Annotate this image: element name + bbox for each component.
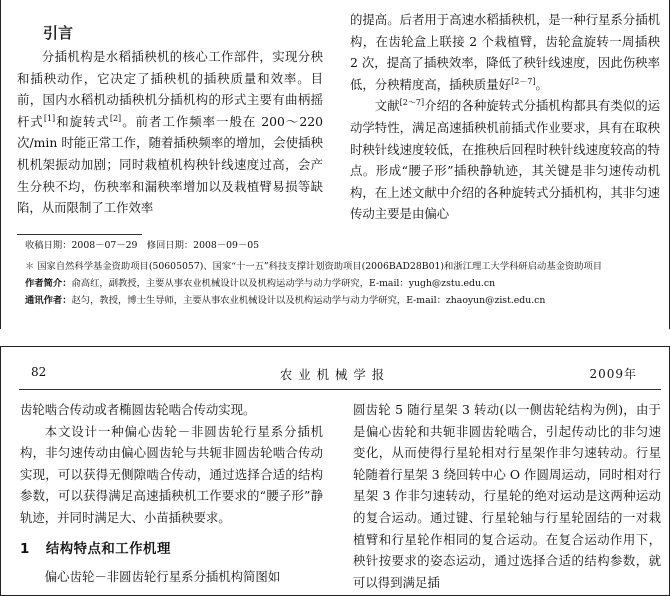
text-run: 。前者工作频率一般在 200～220 次/min 时能正常工作，随着插秧频率的增加，会使插秧机机架振动加剧；同时栽植机构秧针线速度过高，会产生分秧不均，伤秧率和漏秧率增加以及栽植臂易损等缺陷，从而限制了工作效率 [17, 113, 324, 216]
intro-paragraph-continued [350, 9, 660, 95]
body-left-column [20, 399, 323, 588]
body-paragraph: 本文设计一种偏心齿轮－非圆齿轮行星系分插机构，非匀速传动由偏心圆齿轮与共轭非圆齿轮啮合传动实现，可以获得无侧隙啮合传动，通过选择合适的结构参数，可以获得满足高速插秧机工作要求的“腰子形”静轨迹，并同时满足大、小苗插秧要求。 [20, 423, 323, 525]
publication-year: 2009年 [589, 367, 637, 381]
text-run: 分插机构是水稻插秧机的核心工作部件，实现分秧和插秧动作，它决定了插秧机的插秧质量和效率。目前，国内水稻机动插秧机分插机构的形式主要有曲柄摇杆式 [17, 49, 323, 129]
footnote-divider [17, 234, 142, 235]
citation-ref: [1] [43, 113, 56, 123]
citation-ref: [2－7] [511, 76, 536, 86]
citation-ref: [2～7] [399, 98, 425, 108]
page-bottom [0, 346, 670, 596]
header-rule [19, 389, 661, 390]
intro-right-column [350, 9, 660, 225]
text-run: 介绍的各种旋转式分插机构都具有类似的运动学特性，满足高速插秧机前插式作业要求，具有在取秧时秧针线速度较低，在推秧后回程时秧针线速度较高的特点。形成“腰子形”插秧静轨迹，其关键是非匀速传动机构，在上述文献中介绍的各种旋转式分插机构，其非匀速传动主要是由偏心 [350, 98, 661, 222]
footnote-funding: ＊ 国家自然科学基金资助项目(50605057)、国家“十一五”科技支撑计划资助项目(2006BAD28B01)和浙江理工大学科研启动基金资助项目 [25, 261, 603, 272]
intro-paragraph [350, 95, 660, 225]
page-number: 82 [31, 365, 47, 379]
footnote-label: 通讯作者： [25, 295, 72, 306]
body-paragraph: 偏心齿轮－非圆齿轮行星系分插机构简图如 [44, 569, 281, 585]
section-title: 结构特点和工作机理 [45, 541, 171, 557]
section-number: 1 [20, 541, 30, 557]
footnote-text: 赵匀，教授，博士生导师，主要从事农业机械设计以及机构运动学与动力学研究，E-mail：zhaoyun@zist.edu.cn [71, 295, 546, 306]
footnote-dates: 收稿日期：2008－07－29 修回日期：2008－09－05 [25, 240, 260, 251]
footnote-label: 作者简介： [25, 278, 72, 289]
text-run: 。 [535, 76, 548, 92]
footnote-author [25, 276, 495, 292]
text-run: 文献 [374, 98, 400, 114]
journal-name: 农业机械学报 [279, 367, 391, 382]
footnote-corresponding-author [25, 293, 545, 309]
citation-ref: [2] [109, 113, 122, 123]
running-header [1, 365, 669, 383]
footnote-text: 俞高红，副教授，主要从事农业机械设计以及机构运动学与动力学研究，E-mail：yugh@zstu.edu.cn [71, 278, 496, 289]
body-right-column [353, 399, 661, 593]
intro-left-column [17, 46, 323, 219]
section-heading [20, 539, 323, 561]
text-run: 的提高。后者用于高速水稻插秧机，是一种行星系分插机构，在齿轮盒上联接 2 个栽植臂，齿轮盒旋转一周插秧 2 次，提高了插秧效率，降低了秧针线速度，因此伤秧率低，分秧精度高，插秧质量好 [350, 12, 660, 92]
text-run: 和旋转式 [55, 113, 110, 129]
intro-paragraph [17, 46, 323, 219]
section-heading-introduction: 引言 [43, 24, 74, 42]
body-paragraph-continued: 圆齿轮 5 随行星架 3 转动(以一侧齿轮结构为例)，由于是偏心齿轮和共轭非圆齿轮啮合，引起传动比的非匀速变化，从而使得行星轮相对行星架作非匀速转动。行星轮随着行星架 3 绕回转中心 O 作圆周运动，同时相对行星架 3 作非匀速转动，行星轮的绝对运动是这两种运动的复合运动。通过键、行星轮轴与行星轮固结的一对栽植臂和行星轮作相同的复合运动。在复合运动作用下，秧针按要求的姿态运动，通过选择合适的结构参数，就可以得到满足插 [353, 402, 661, 590]
page-gap [0, 329, 670, 346]
body-paragraph-continued: 齿轮啮合传动或者椭圆齿轮啮合传动实现。 [20, 402, 256, 417]
